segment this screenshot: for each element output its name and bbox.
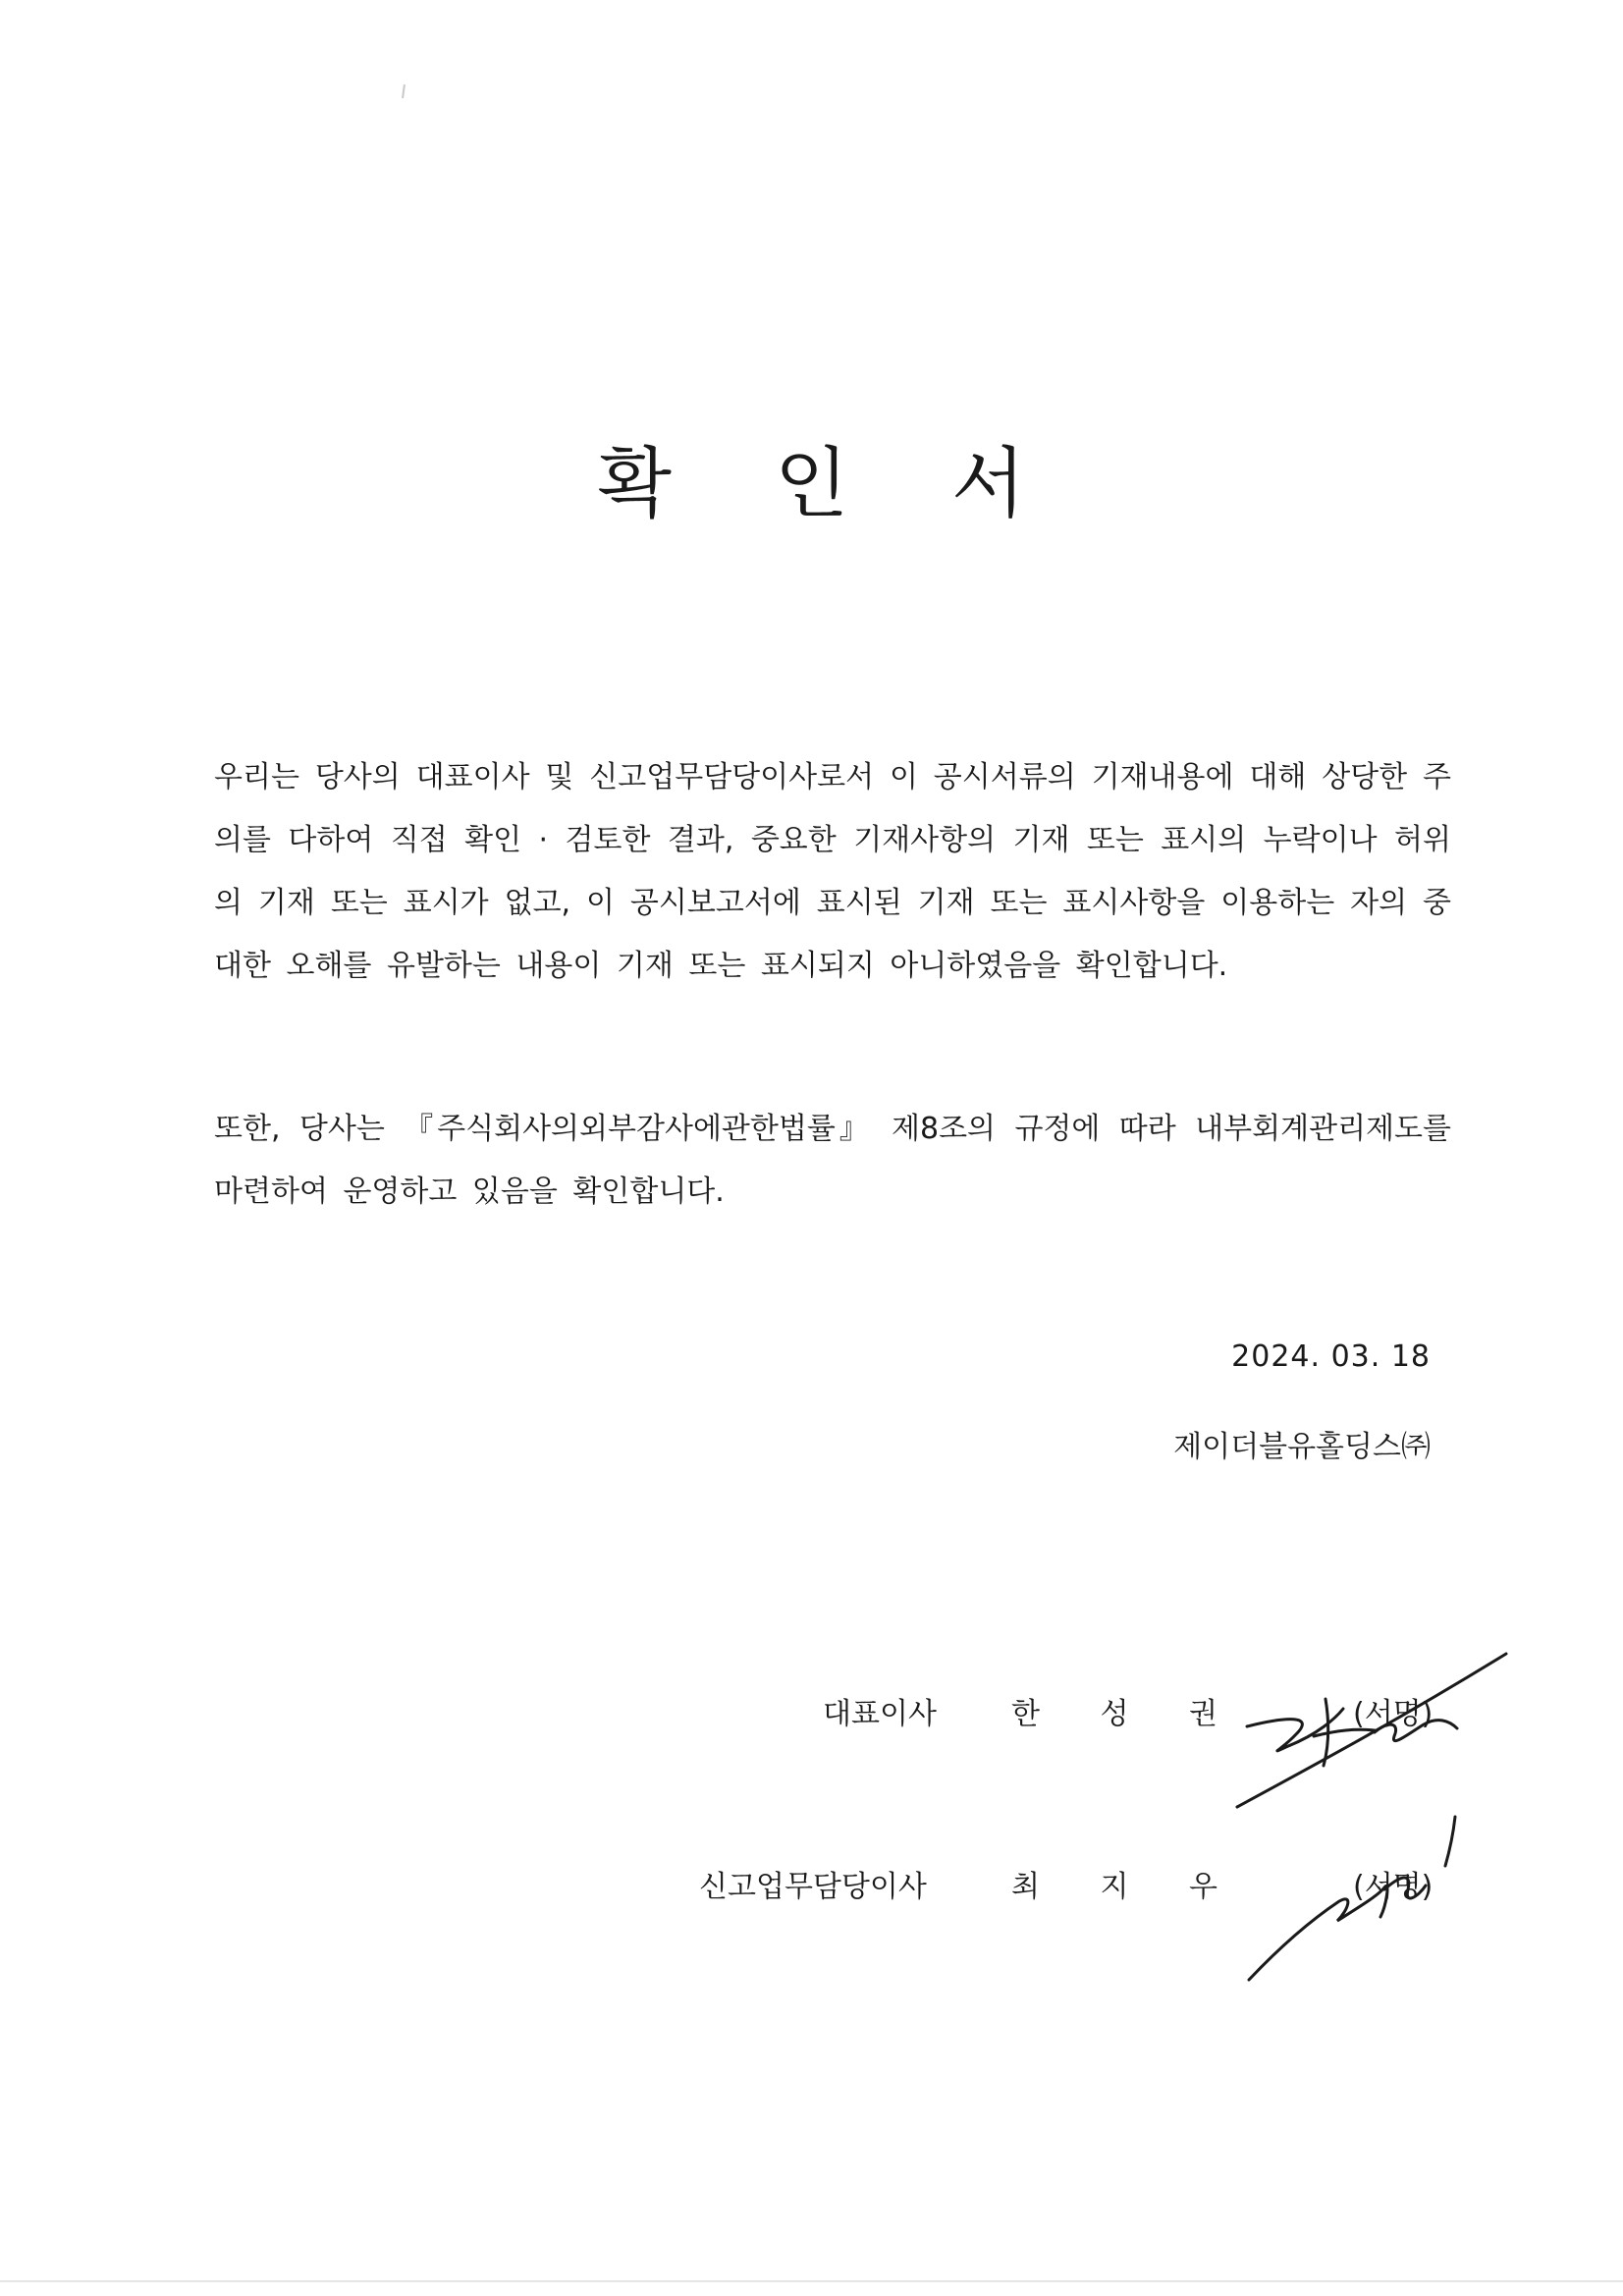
- signatory-role: 대표이사: [823, 1697, 937, 1731]
- document-title: 확 인 서: [597, 440, 1065, 528]
- internal-control-paragraph: 또한, 당사는 『주식회사의외부감사에관한법률』 제8조의 규정에 따라 내부회계관리제도를 마련하여 운영하고 있음을 확인합니다.: [214, 1112, 1451, 1209]
- signature-label: (서명): [1353, 1870, 1434, 1904]
- signatory-name: 한 성 권: [1011, 1697, 1244, 1731]
- company-name: 제이더블유홀딩스㈜: [1173, 1430, 1431, 1464]
- signatory-name: 최 지 우: [1011, 1870, 1244, 1904]
- director-signature-image: [1237, 1807, 1483, 2003]
- signature-label: (서명): [1353, 1697, 1434, 1731]
- document-date: 2024. 03. 18: [1231, 1339, 1431, 1374]
- scan-artifact: [402, 84, 406, 98]
- signatory-role: 신고업무담당이사: [699, 1870, 927, 1904]
- confirmation-paragraph: 우리는 당사의 대표이사 및 신고업무담당이사로서 이 공시서류의 기재내용에 대해 상당한 주의를 다하여 직접 확인 · 검토한 결과, 중요한 기재사항의 기재 또는 표시의 누락이나 허위의 기재 또는 표시가 없고, 이 공시보고서에 표시된 기재 또는 표시사항을 이용하는 자의 중대한 오해를 유발하는 내용이 기재 또는 표시되지 아니하였음을 확인합니다.: [214, 760, 1451, 983]
- scan-edge-line: [0, 2280, 1623, 2282]
